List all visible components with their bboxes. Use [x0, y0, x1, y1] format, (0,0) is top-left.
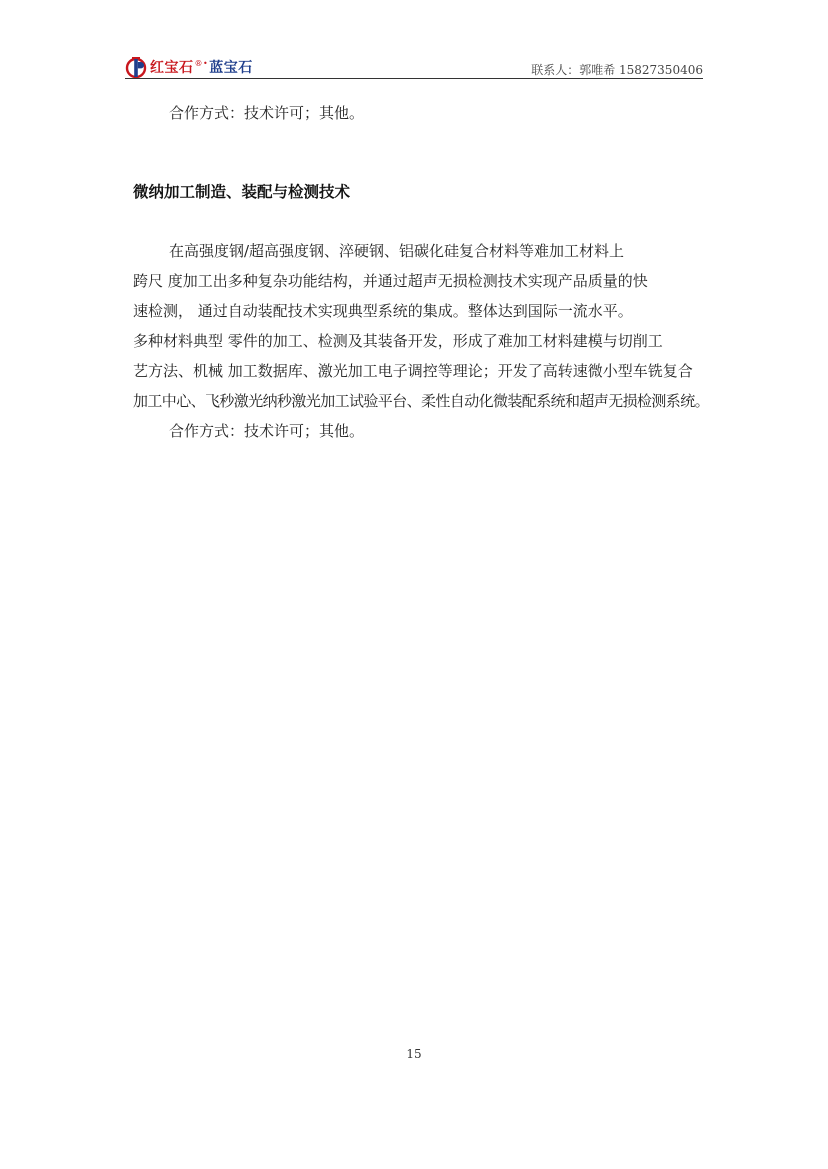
logo-text [150, 57, 253, 77]
body-line: 在高强度钢/超高强度钢、淬硬钢、铝碳化硅复合材料等难加工材料上 [169, 242, 625, 260]
body-line: 跨尺 度加工出多种复杂功能结构，并通过超声无损检测技术实现产品质量的快 [133, 272, 648, 290]
logo-brand-red: 红宝石 [150, 60, 194, 76]
header-divider [125, 78, 703, 79]
cooperation-text-bottom: 合作方式：技术许可；其他。 [169, 422, 365, 440]
cooperation-text-top: 合作方式：技术许可；其他。 [169, 104, 365, 122]
body-line: 多种材料典型 零件的加工、检测及其装备开发，形成了难加工材料建模与切削工 [133, 332, 663, 350]
logo-mark-icon [125, 56, 147, 78]
logo-brand-blue: 蓝宝石 [209, 60, 253, 76]
body-line: 艺方法、机械 加工数据库、激光加工电子调控等理论；开发了高转速微小型车铣复合 [133, 362, 693, 380]
logo-dot: ®• [194, 59, 209, 69]
body-line: 加工中心、飞秒激光纳秒激光加工试验平台、柔性自动化微装配系统和超声无损检测系统。 [133, 392, 710, 410]
contact-info: 联系人：郭唯希 15827350406 [531, 63, 703, 77]
body-line: 速检测， 通过自动装配技术实现典型系统的集成。整体达到国际一流水平。 [133, 302, 633, 320]
company-logo [125, 56, 253, 78]
page-number: 15 [406, 1047, 422, 1061]
body-paragraph [133, 236, 710, 446]
page-header [125, 52, 703, 80]
section-title: 微纳加工制造、装配与检测技术 [133, 183, 351, 201]
